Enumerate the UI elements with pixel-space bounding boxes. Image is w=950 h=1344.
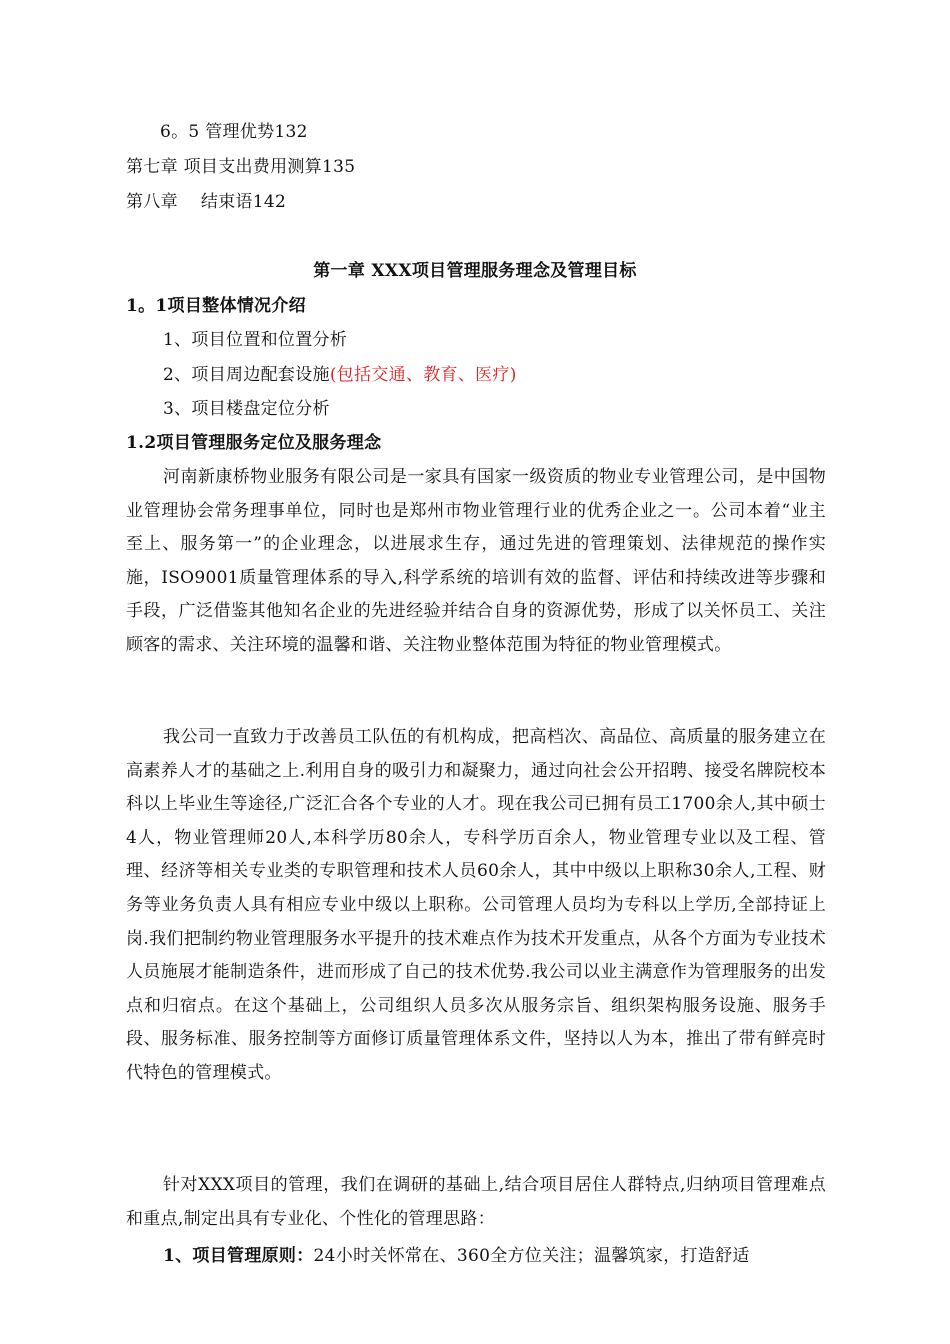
item-2-note: (包括交通、教育、医疗) [329,365,517,385]
toc-item-6-5: 6。5 管理优势132 [160,122,308,142]
principle-text: 24小时关怀常在、360全方位关注；温馨筑家，打造舒适 [313,1246,750,1266]
section-1-1-item-3: 3、项目楼盘定位分析 [163,399,330,419]
toc-item-chapter-7: 第七章 项目支出费用测算135 [126,157,356,177]
paragraph-project-approach: 针对XXX项目的管理，我们在调研的基础上,结合项目居住人群特点,归纳项目管理难点和重点,制定出具有专业化、个性化的管理思路： [126,1175,826,1229]
chapter-title: 第一章 XXX项目管理服务理念及管理目标 [313,261,637,281]
toc-item-chapter-8: 第八章 结束语142 [126,192,287,212]
item-2-text: 2、项目周边配套设施 [163,365,330,385]
section-1-1-item-2 [163,365,517,385]
paragraph-staff: 我公司一直致力于改善员工队伍的有机构成，把高档次、高品位、高质量的服务建立在高素养人才的基础之上.利用自身的吸引力和凝聚力，通过向社会公开招聘、接受名牌院校本科以上毕业生等途径,广泛汇合各个专业的人才。现在我公司已拥有员工1700余人,其中硕士4人，物业管理师20人,本科学历80余人，专科学历百余人，物业管理专业以及工程、管理、经济等相关专业类的专职管理和技术人员60余人，其中中级以上职称30余人,工程、财务等业务负责人具有相应专业中级以上职称。公司管理人员均为专科以上学历,全部持证上岗.我们把制约物业管理服务水平提升的技术难点作为技术开发重点，从各个方面为专业技术人员施展才能制造条件，进而形成了自己的技术优势.我公司以业主满意作为管理服务的出发点和归宿点。在这个基础上，公司组织人员多次从服务宗旨、组织架构服务设施、服务手段、服务标准、服务控制等方面修订质量管理体系文件，坚持以人为本，推出了带有鲜亮时代特色的管理模式。 [126,727,826,1083]
management-principle-line [163,1246,750,1266]
section-1-1-item-1: 1、项目位置和位置分析 [163,330,348,350]
section-1-1-heading: 1。1项目整体情况介绍 [126,296,306,316]
paragraph-company-intro: 河南新康桥物业服务有限公司是一家具有国家一级资质的物业专业管理公司，是中国物业管理协会常务理事单位，同时也是郑州市物业管理行业的优秀企业之一。公司本着“业主至上、服务第一”的企业理念，以进展求生存，通过先进的管理策划、法律规范的操作实施，ISO9001质量管理体系的导入,科学系统的培训有效的监督、评估和持续改进等步骤和手段，广泛借鉴其他知名企业的先进经验并结合自身的资源优势，形成了以关怀员工、关注顾客的需求、关注环境的温馨和谐、关注物业整体范围为特征的物业管理模式。 [126,467,826,655]
section-1-2-heading: 1.2项目管理服务定位及服务理念 [126,433,382,453]
principle-label: 1、项目管理原则： [163,1246,314,1266]
